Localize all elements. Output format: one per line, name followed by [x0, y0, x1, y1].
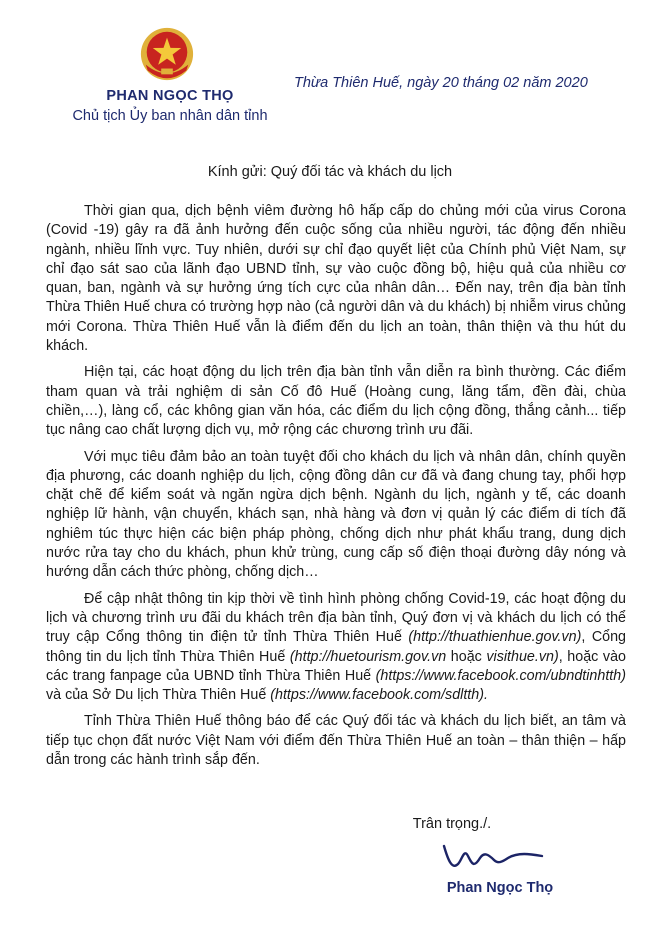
link-text: visithue.vn): [486, 648, 559, 665]
national-emblem-icon: [138, 26, 196, 84]
text-segment: , Cổng thông tin du lịch tỉnh Thừa Thiên Huế: [46, 629, 627, 665]
text-segment: Để cập nhật thông tin kịp thời về tình hình phòng chống Covid-19, các hoạt động du lịch và chương trình ưu đãi du khách trên địa bàn tỉnh, Quý đơn vị và khách du lịch có thể truy cập Cổng thông tin điện tử tỉnh Thừa Thiên Huế: [46, 590, 626, 646]
link-text: (http://thuathienhue.gov.vn): [408, 629, 582, 646]
letter-body: [46, 202, 626, 777]
text-segment: , hoặc vào các trang fanpage của UBND tỉnh Thừa Thiên Huế: [46, 648, 626, 684]
dateline: Thừa Thiên Huế, ngày 20 tháng 02 năm 2020: [294, 75, 588, 91]
closing: Trân trọng./.: [412, 816, 492, 832]
paragraph-3: Với mục tiêu đảm bảo an toàn tuyệt đối cho khách du lịch và nhân dân, chính quyền địa phương, các doanh nghiệp du lịch, cộng đồng dân cư đã và đang chung tay, phối hợp chặt chẽ để kiểm soát và ngăn ngừa dịch bệnh. Ngành du lịch, ngành y tế, các doanh nghiệp lữ hành, vận chuyển, khách sạn, nhà hàng và đơn vị quản lý các điểm di tích đã nghiêm túc thực hiện các biện pháp phòng, chống dịch như phát khẩu trang, dung dịch nước rửa tay cho du khách, phun khử trùng, cung cấp số điện thoại đường dây nóng và hướng dẫn cách thức phòng, chống dịch…: [46, 448, 626, 581]
author-title: Chủ tịch Ủy ban nhân dân tỉnh: [72, 108, 268, 124]
text-segment: và của Sở Du lịch Thừa Thiên Huế: [46, 687, 271, 704]
link-text: (https://www.facebook.com/sdltth).: [270, 687, 488, 704]
link-text: (https://www.facebook.com/ubndtinhtth): [375, 667, 626, 684]
salutation: Kính gửi: Quý đối tác và khách du lịch: [207, 164, 453, 180]
link-text: (http://huetourism.gov.vn: [289, 648, 447, 665]
paragraph-1: Thời gian qua, dịch bệnh viêm đường hô hấp cấp do chủng mới của virus Corona (Covid -19) gây ra đã ảnh hưởng đến cuộc sống của nhiều người, tác động đến nhiều ngành, nhiều lĩnh vực. Tuy nhiên, dưới sự chỉ đạo quyết liệt của Chính phủ Việt Nam, sự chỉ đạo sát sao của lãnh đạo UBND tỉnh, sự vào cuộc đồng bộ, hiệu quả của nhiều cơ quan, ban, ngành và sự hưởng ứng tích cực của nhân dân… Đến nay, trên địa bàn tỉnh Thừa Thiên Huế chưa có trường hợp nào (cả người dân và du khách) bị nhiễm virus chủng mới Corona. Thừa Thiên Huế vẫn là điểm đến du lịch an toàn, thân thiện và thu hút du khách.: [46, 203, 626, 355]
paragraph-2: Hiện tại, các hoạt động du lịch trên địa bàn tỉnh vẫn diễn ra bình thường. Các điểm tham quan và trải nghiệm di sản Cố đô Huế (Hoàng cung, lăng tẩm, đền đài, chùa chiền,…), làng cổ, các không gian văn hóa, các điểm du lịch cộng đồng, thắng cảnh... tiếp tục nâng cao chất lượng dịch vụ, mở rộng các chương trình ưu đãi.: [46, 364, 626, 439]
signature-image: [438, 838, 548, 874]
signer-name: Phan Ngọc Thọ: [446, 880, 554, 896]
text-segment: hoặc: [446, 648, 487, 665]
paragraph-4: [46, 590, 626, 706]
author-name: PHAN NGỌC THỌ: [106, 88, 234, 104]
paragraph-5: Tỉnh Thừa Thiên Huế thông báo để các Quý đối tác và khách du lịch biết, an tâm và tiếp tục chọn đất nước Việt Nam với điểm đến Thừa Thiên Huế an toàn – thân thiện – hấp dẫn trong các hành trình sắp đến.: [46, 713, 626, 769]
